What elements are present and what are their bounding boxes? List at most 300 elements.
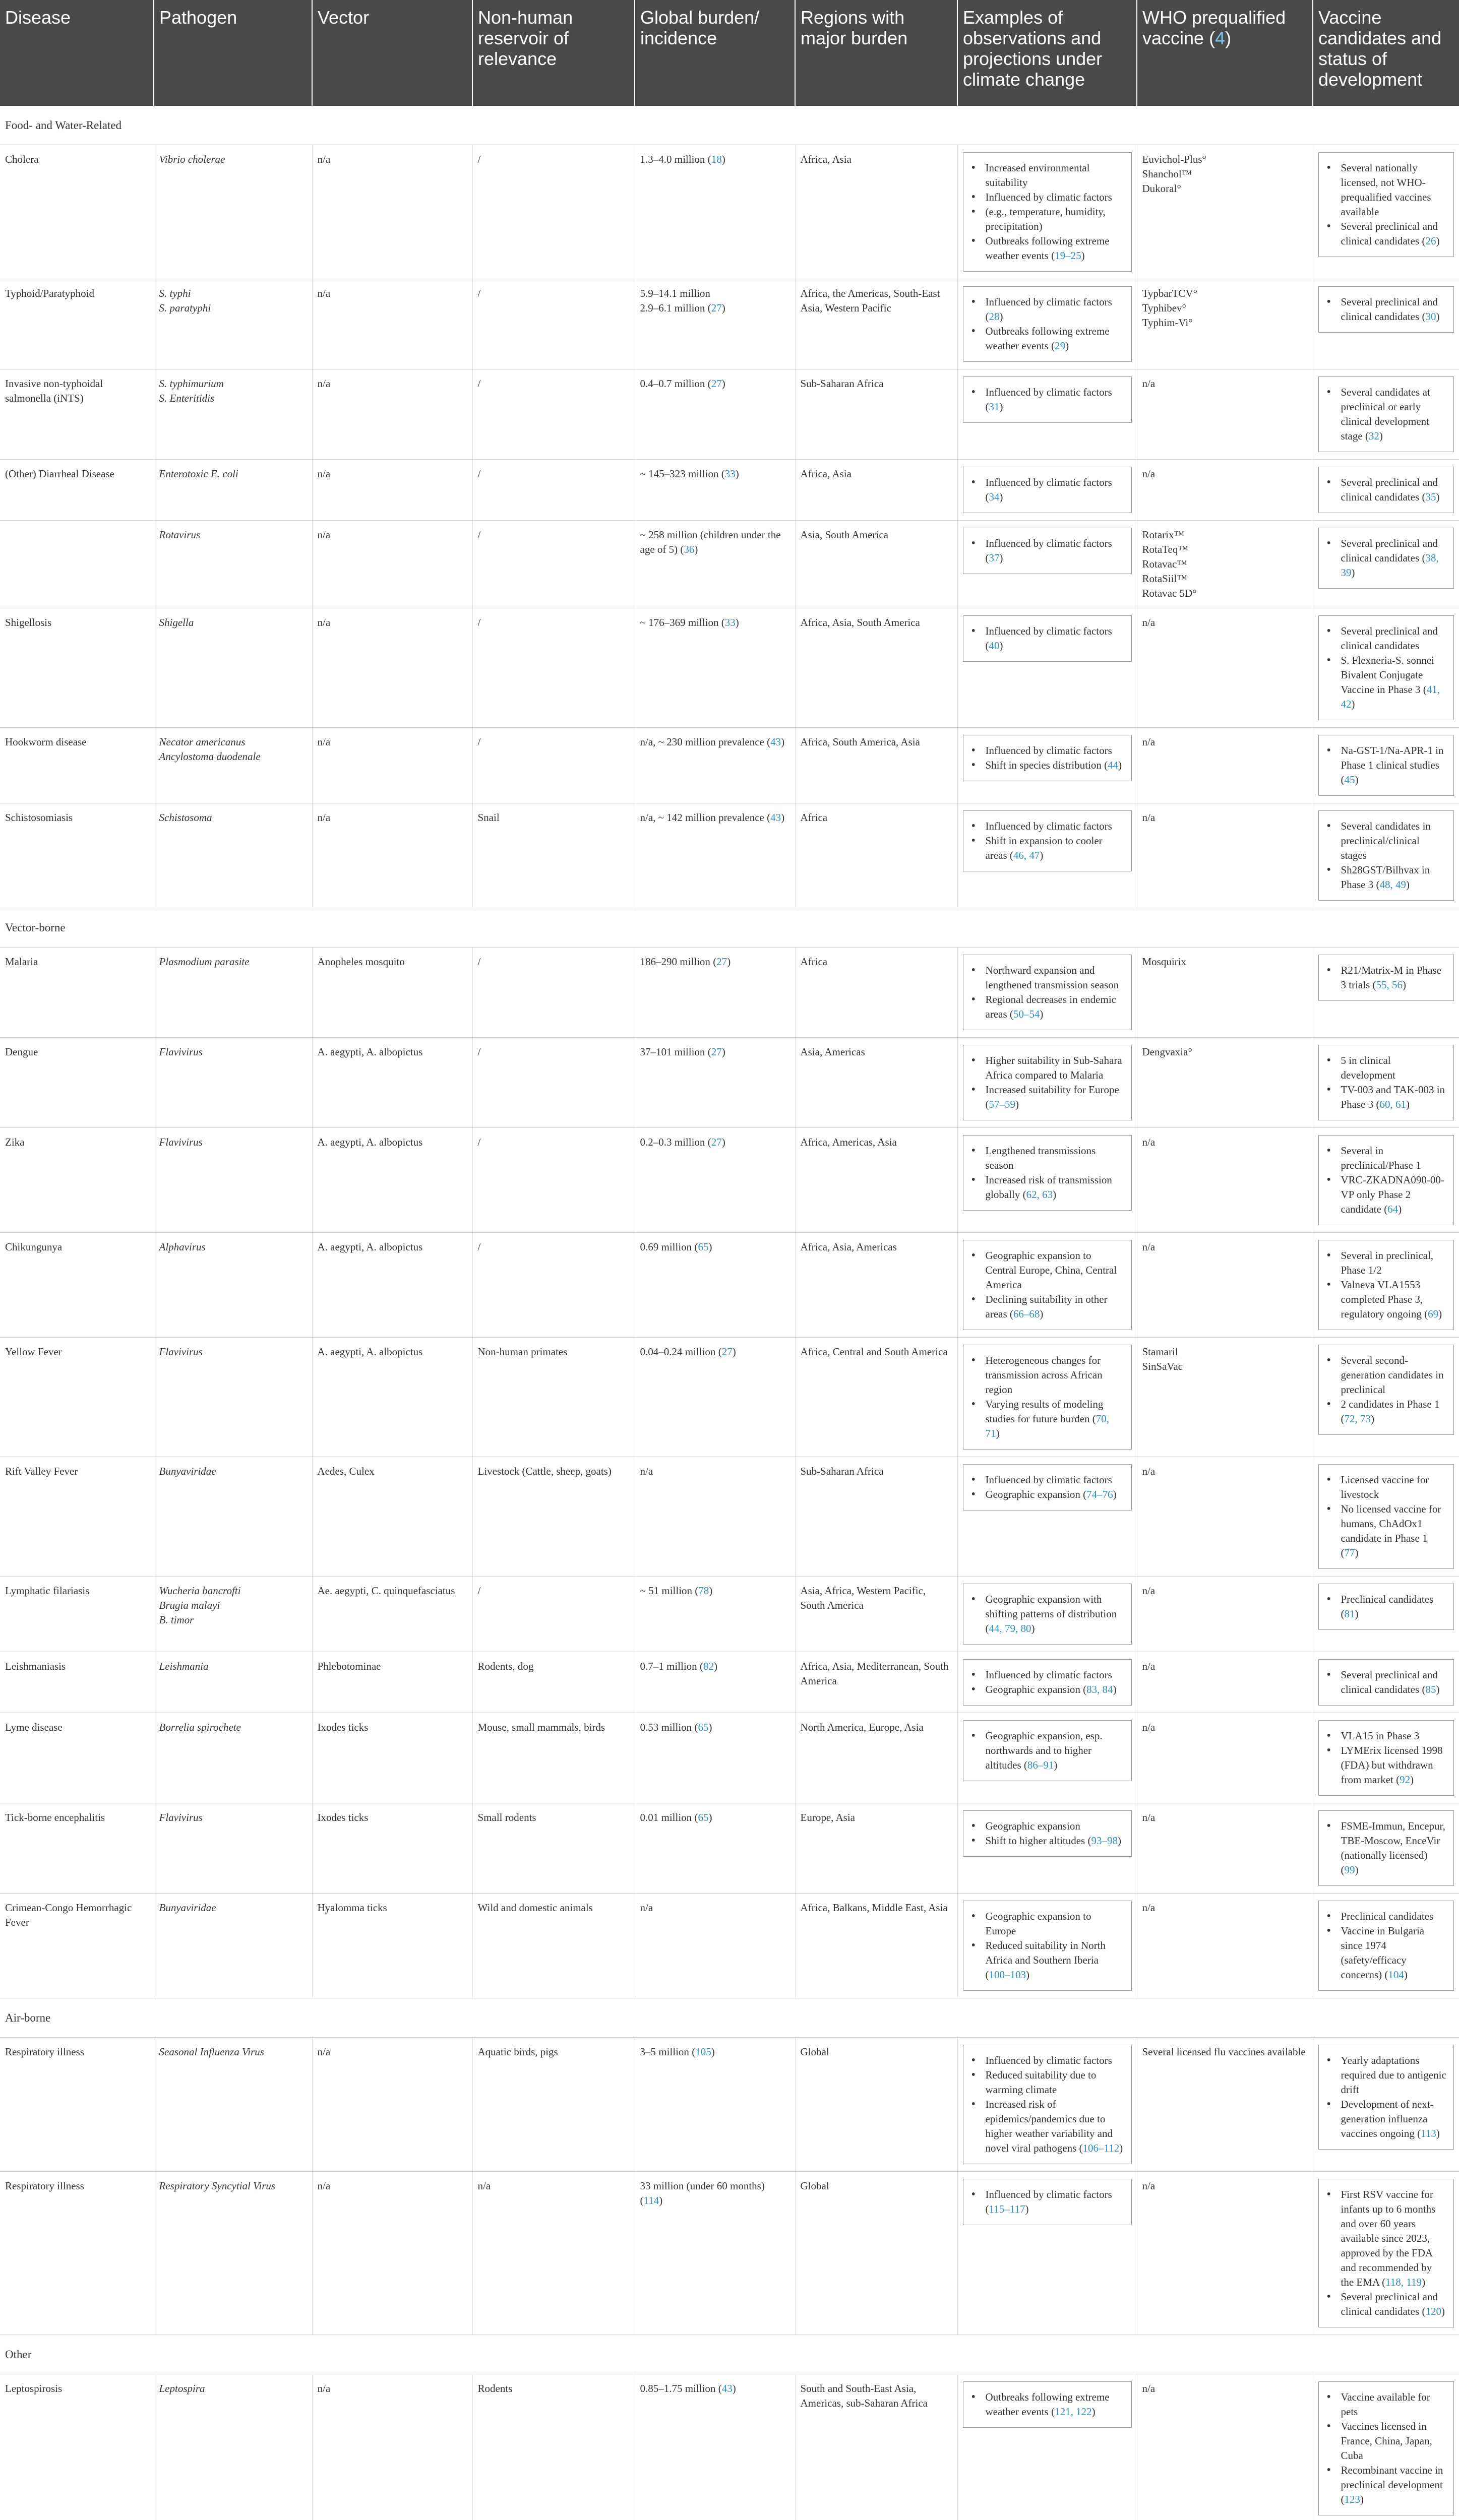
citation-reference[interactable]: 78	[698, 1585, 709, 1597]
bullet-item: • Influenced by climatic factors	[968, 819, 1124, 834]
vaccine-candidates-cell	[1313, 1713, 1459, 1803]
column-header-who: WHO prequalified vaccine (4)	[1137, 0, 1313, 106]
cell-line: n/a	[317, 2382, 331, 2395]
citation-reference[interactable]: 27	[711, 1136, 722, 1148]
bullet-box	[1318, 1045, 1454, 1120]
cell-line: n/a	[1142, 736, 1156, 748]
table-row	[0, 1338, 1459, 1457]
bullet-list	[1324, 1473, 1447, 1560]
cell-line: n/a	[317, 468, 331, 480]
vector-cell	[312, 369, 472, 460]
vaccine-candidates-cell	[1313, 1803, 1459, 1894]
citation-reference[interactable]: 32	[1368, 430, 1379, 442]
reservoir-cell	[472, 2172, 635, 2335]
citation-reference[interactable]: 55, 56	[1376, 979, 1403, 991]
bullet-item: • Several in preclinical/Phase 1	[1324, 1144, 1447, 1173]
table-row	[0, 1233, 1459, 1338]
cell-line: Seasonal Influenza Virus	[159, 2046, 264, 2058]
disease-cell	[0, 803, 154, 908]
bullet-item: • Licensed vaccine for livestock	[1324, 1473, 1447, 1502]
citation-reference[interactable]: 27	[711, 377, 722, 390]
bullet-list	[1324, 161, 1447, 248]
citation-reference[interactable]: 4	[1215, 28, 1226, 48]
cell-line: Ixodes ticks	[317, 1721, 369, 1733]
cell-line: Aedes, Culex	[317, 1465, 375, 1477]
cell-line: Mouse, small mammals, birds	[477, 1721, 605, 1733]
cell-line: 0.01 million (65)	[640, 1811, 712, 1823]
bullet-item: • Geographic expansion (83, 84)	[968, 1682, 1124, 1697]
cell-line: Anopheles mosquito	[317, 956, 405, 968]
bullet-box	[1318, 2045, 1454, 2150]
regions-cell	[795, 608, 957, 728]
citation-reference[interactable]: 31	[989, 401, 1000, 413]
cell-line: Europe, Asia	[800, 1811, 855, 1823]
vaccine-candidates-cell	[1313, 1652, 1459, 1713]
cell-line: Rodents	[477, 2382, 513, 2395]
cell-line: Rotarix™	[1142, 529, 1185, 541]
cell-line: Alphavirus	[159, 1241, 206, 1253]
cell-line: Sub-Saharan Africa	[800, 377, 884, 390]
climate-observations-cell	[957, 1457, 1137, 1577]
cell-line: /	[477, 1585, 481, 1597]
citation-reference[interactable]: 123	[1344, 2493, 1360, 2505]
bullet-list	[1324, 1053, 1447, 1112]
burden-cell	[635, 948, 795, 1038]
pathogen-cell	[154, 369, 312, 460]
bullet-item: • Several preclinical and clinical candidates (26)	[1324, 219, 1447, 248]
vector-cell	[312, 279, 472, 369]
cell-line: Shanchol™	[1142, 168, 1192, 180]
citation-reference[interactable]: 27	[711, 302, 722, 314]
bullet-list	[968, 1144, 1124, 1202]
citation-reference[interactable]: 105	[695, 2046, 711, 2058]
bullet-box	[1318, 615, 1454, 720]
bullet-list	[968, 1473, 1124, 1502]
pathogen-cell	[154, 1128, 312, 1233]
reservoir-cell	[472, 1652, 635, 1713]
regions-cell	[795, 1894, 957, 1998]
bullet-item: • Increased environmental suitability	[968, 161, 1124, 190]
cell-line: Sub-Saharan Africa	[800, 1465, 884, 1477]
cell-line: Rift Valley Fever	[5, 1465, 78, 1477]
citation-reference[interactable]: 100–103	[989, 1969, 1026, 1981]
pathogen-cell	[154, 803, 312, 908]
reservoir-cell	[472, 1338, 635, 1457]
citation-reference[interactable]: 65	[698, 1241, 709, 1253]
bullet-list	[1324, 1819, 1447, 1877]
bullet-item: • Increased risk of transmission globally (62, 63)	[968, 1173, 1124, 1202]
section-title: Air-borne	[0, 1998, 1459, 2038]
citation-reference[interactable]: 64	[1387, 1203, 1399, 1215]
vaccine-candidates-cell	[1313, 1338, 1459, 1457]
citation-reference[interactable]: 57–59	[989, 1098, 1015, 1110]
cell-line: Asia, South America	[800, 529, 888, 541]
bullet-item: • Influenced by climatic factors (115–117)	[968, 2187, 1124, 2217]
vector-cell	[312, 948, 472, 1038]
table-row	[0, 608, 1459, 728]
regions-cell	[795, 1233, 957, 1338]
bullet-item: • Influenced by climatic factors (28)	[968, 295, 1124, 324]
citation-reference[interactable]: 118, 119	[1385, 2276, 1422, 2288]
regions-cell	[795, 803, 957, 908]
citation-reference[interactable]: 66–68	[1013, 1308, 1040, 1320]
pathogen-cell	[154, 279, 312, 369]
bullet-item: • Several preclinical and clinical candidates (38, 39)	[1324, 536, 1447, 580]
citation-reference[interactable]: 27	[711, 1046, 722, 1058]
table-header	[0, 0, 1459, 106]
section-row	[0, 106, 1459, 145]
pathogen-cell	[154, 948, 312, 1038]
citation-reference[interactable]: 106–112	[1082, 2142, 1120, 2154]
citation-reference[interactable]: 77	[1344, 1547, 1355, 1559]
disease-cell	[0, 369, 154, 460]
citation-reference[interactable]: 44	[1108, 759, 1119, 771]
citation-reference[interactable]: 27	[721, 1346, 733, 1358]
cell-line: n/a	[477, 2180, 491, 2192]
citation-reference[interactable]: 33	[724, 468, 736, 480]
pathogen-cell	[154, 608, 312, 728]
column-header-pathogen: Pathogen	[154, 0, 312, 106]
citation-reference[interactable]: 40	[989, 640, 1000, 652]
section-row	[0, 1998, 1459, 2038]
table-row	[0, 2038, 1459, 2172]
citation-reference[interactable]: 41, 42	[1341, 683, 1440, 710]
citation-reference[interactable]: 120	[1425, 2305, 1441, 2317]
citation-reference[interactable]: 45	[1344, 774, 1355, 786]
citation-reference[interactable]: 18	[711, 153, 722, 165]
citation-reference[interactable]: 50–54	[1013, 1008, 1040, 1020]
cell-line: n/a	[317, 377, 331, 390]
pathogen-cell	[154, 2374, 312, 2520]
citation-reference[interactable]: 104	[1388, 1969, 1404, 1981]
cell-line: Borrelia spirochete	[159, 1721, 241, 1733]
cell-line: 2.9–6.1 million (27)	[640, 302, 725, 314]
bullet-list	[1324, 624, 1447, 712]
cell-line: A. aegypti, A. albopictus	[317, 1241, 423, 1253]
climate-observations-cell	[957, 728, 1137, 803]
cell-line: Cholera	[5, 153, 39, 165]
citation-reference[interactable]: 34	[989, 491, 1000, 503]
who-vaccine-cell	[1137, 948, 1313, 1038]
reservoir-cell	[472, 1894, 635, 1998]
bullet-item: • Sh28GST/Bilhvax in Phase 3 (48, 49)	[1324, 863, 1447, 892]
citation-reference[interactable]: 37	[989, 552, 1000, 564]
citation-reference[interactable]: 26	[1425, 235, 1436, 247]
who-vaccine-cell	[1137, 2172, 1313, 2335]
cell-line: Ixodes ticks	[317, 1811, 369, 1823]
citation-reference[interactable]: 99	[1344, 1864, 1355, 1876]
climate-observations-cell	[957, 948, 1137, 1038]
table-row	[0, 1577, 1459, 1652]
vaccine-candidates-cell	[1313, 145, 1459, 279]
vaccine-candidates-cell	[1313, 608, 1459, 728]
citation-reference[interactable]: 72, 73	[1344, 1413, 1371, 1425]
bullet-item: • Several preclinical and clinical candidates (30)	[1324, 295, 1447, 324]
section-title: Vector-borne	[0, 908, 1459, 948]
cell-line: n/a	[317, 287, 331, 299]
bullet-item: • Yearly adaptations required due to antigenic drift	[1324, 2053, 1447, 2097]
bullet-item: • FSME-Immun, Encepur, TBE-Moscow, EnceVir (nationally licensed) (99)	[1324, 1819, 1447, 1877]
cell-line: Flavivirus	[159, 1811, 203, 1823]
cell-line: /	[477, 1241, 481, 1253]
cell-line: Flavivirus	[159, 1136, 203, 1148]
table-row	[0, 279, 1459, 369]
bullet-item: • Increased risk of epidemics/pandemics due to higher weather variability and novel viral pathogens (106–112)	[968, 2097, 1124, 2156]
bullet-item: • No licensed vaccine for humans, ChAdOx1 candidate in Phase 1 (77)	[1324, 1502, 1447, 1560]
cell-line: 186–290 million (27)	[640, 956, 731, 968]
citation-reference[interactable]: 44, 79, 80	[989, 1622, 1031, 1634]
cell-line: Leishmaniasis	[5, 1660, 66, 1672]
table-row	[0, 521, 1459, 608]
bullet-box	[1318, 2179, 1454, 2327]
cell-line: n/a	[317, 736, 331, 748]
citation-reference[interactable]: 113	[1421, 2127, 1436, 2139]
citation-reference[interactable]: 114	[643, 2194, 659, 2207]
regions-cell	[795, 1803, 957, 1894]
bullet-item: • Preclinical candidates	[1324, 1909, 1447, 1924]
citation-reference[interactable]: 121, 122	[1055, 2406, 1092, 2418]
bullet-list	[968, 1909, 1124, 1982]
bullet-item: • Several nationally licensed, not WHO-prequalified vaccines available	[1324, 161, 1447, 219]
bullet-box	[963, 152, 1132, 272]
burden-cell	[635, 2172, 795, 2335]
reservoir-cell	[472, 1128, 635, 1233]
climate-observations-cell	[957, 1713, 1137, 1803]
citation-reference[interactable]: 92	[1400, 1774, 1411, 1786]
citation-reference[interactable]: 38, 39	[1341, 552, 1439, 579]
bullet-box	[963, 615, 1132, 662]
bullet-item: • Geographic expansion to Europe	[968, 1909, 1124, 1938]
burden-cell	[635, 608, 795, 728]
cell-line: Flavivirus	[159, 1046, 203, 1058]
column-header-climate: Examples of observations and projections under climate change	[957, 0, 1137, 106]
citation-reference[interactable]: 33	[724, 616, 736, 628]
bullet-item: • 5 in clinical development	[1324, 1053, 1447, 1083]
bullet-box	[963, 2179, 1132, 2225]
bullet-item: • Several preclinical and clinical candidates (85)	[1324, 1668, 1447, 1697]
cell-line: Africa, Asia	[800, 468, 852, 480]
citation-reference[interactable]: 83, 84	[1086, 1683, 1113, 1695]
citation-reference[interactable]: 65	[698, 1811, 709, 1823]
regions-cell	[795, 460, 957, 521]
regions-cell	[795, 1652, 957, 1713]
citation-reference[interactable]: 43	[721, 2382, 733, 2395]
pathogen-cell	[154, 2038, 312, 2172]
table-row	[0, 2172, 1459, 2335]
reservoir-cell	[472, 460, 635, 521]
pathogen-cell	[154, 1577, 312, 1652]
cell-line: Typhoid/Paratyphoid	[5, 287, 95, 299]
bullet-list	[1324, 743, 1447, 787]
bullet-box	[963, 735, 1132, 781]
citation-reference[interactable]: 115–117	[989, 2203, 1025, 2215]
bullet-box	[963, 1464, 1132, 1510]
table-row	[0, 1457, 1459, 1577]
cell-line: Flavivirus	[159, 1346, 203, 1358]
cell-line: /	[477, 1046, 481, 1058]
burden-cell	[635, 1803, 795, 1894]
bullet-list	[968, 1248, 1124, 1321]
bullet-list	[1324, 536, 1447, 580]
cell-line: n/a	[1142, 1241, 1156, 1253]
cell-line: /	[477, 956, 481, 968]
climate-observations-cell	[957, 1038, 1137, 1128]
bullet-item: • Shift in species distribution (44)	[968, 758, 1124, 773]
cell-line: Small rodents	[477, 1811, 536, 1823]
who-vaccine-cell	[1137, 2038, 1313, 2172]
cell-line: Shigella	[159, 616, 194, 628]
vaccine-candidates-cell	[1313, 948, 1459, 1038]
citation-reference[interactable]: 19–25	[1055, 249, 1081, 262]
section-title: Food- and Water-Related	[0, 106, 1459, 145]
cell-line: n/a	[317, 2046, 331, 2058]
disease-cell	[0, 728, 154, 803]
bullet-list	[1324, 1353, 1447, 1426]
citation-reference[interactable]: 46, 47	[1013, 849, 1040, 861]
who-vaccine-cell	[1137, 1652, 1313, 1713]
cell-line: n/a	[317, 2180, 331, 2192]
cell-line: Asia, Americas	[800, 1046, 865, 1058]
citation-reference[interactable]: 69	[1428, 1308, 1439, 1320]
cell-line: Dukoral°	[1142, 182, 1181, 195]
cell-line: S. Enteritidis	[159, 392, 215, 404]
bullet-item: • Higher suitability in Sub-Sahara Africa compared to Malaria	[968, 1053, 1124, 1083]
citation-reference[interactable]: 74–76	[1086, 1488, 1113, 1500]
cell-line: 0.04–0.24 million (27)	[640, 1346, 736, 1358]
citation-reference[interactable]: 35	[1425, 491, 1436, 503]
cell-line: n/a	[317, 811, 331, 824]
cell-line: S. typhi	[159, 287, 191, 299]
who-vaccine-cell	[1137, 1338, 1313, 1457]
cell-line: Euvichol-Plus°	[1142, 153, 1206, 165]
regions-cell	[795, 1713, 957, 1803]
cell-line: /	[477, 377, 481, 390]
burden-cell	[635, 145, 795, 279]
citation-reference[interactable]: 85	[1425, 1683, 1436, 1695]
bullet-item: • Na-GST-1/Na-APR-1 in Phase 1 clinical studies (45)	[1324, 743, 1447, 787]
bullet-item: • Vaccine in Bulgaria since 1974 (safety/efficacy concerns) (104)	[1324, 1924, 1447, 1982]
citation-reference[interactable]: 29	[1055, 340, 1066, 352]
bullet-list	[1324, 1729, 1447, 1787]
bullet-item: • Northward expansion and lengthened transmission season	[968, 963, 1124, 992]
climate-observations-cell	[957, 608, 1137, 728]
citation-reference[interactable]: 70, 71	[985, 1413, 1110, 1439]
bullet-list	[968, 475, 1124, 505]
climate-observations-cell	[957, 521, 1137, 608]
citation-reference[interactable]: 27	[716, 956, 727, 968]
bullet-item: • First RSV vaccine for infants up to 6 months and over 60 years available since 2023, approved by the FDA and recommended by the EMA (118, 119)	[1324, 2187, 1447, 2290]
bullet-box	[963, 2381, 1132, 2428]
cell-line: Enterotoxic E. coli	[159, 468, 238, 480]
cell-line: Africa, Balkans, Middle East, Asia	[800, 1902, 948, 1914]
cell-line: /	[477, 287, 481, 299]
reservoir-cell	[472, 728, 635, 803]
bullet-box	[1318, 528, 1454, 589]
disease-cell	[0, 145, 154, 279]
citation-reference[interactable]: 43	[770, 736, 781, 748]
bullet-item: • Several preclinical and clinical candidates (35)	[1324, 475, 1447, 505]
cell-line: Hookworm disease	[5, 736, 87, 748]
reservoir-cell	[472, 1038, 635, 1128]
table-row	[0, 145, 1459, 279]
reservoir-cell	[472, 1577, 635, 1652]
cell-line: Necator americanus	[159, 736, 246, 748]
cell-line: Dengue	[5, 1046, 38, 1058]
disease-cell	[0, 1233, 154, 1338]
regions-cell	[795, 2038, 957, 2172]
bullet-box	[963, 1810, 1132, 1857]
bullet-item: • Outbreaks following extreme weather events (19–25)	[968, 234, 1124, 263]
burden-cell	[635, 1233, 795, 1338]
bullet-list	[968, 385, 1124, 414]
vaccine-candidates-cell	[1313, 521, 1459, 608]
citation-reference[interactable]: 30	[1425, 310, 1436, 323]
table-row	[0, 1128, 1459, 1233]
regions-cell	[795, 521, 957, 608]
citation-reference[interactable]: 28	[989, 310, 1000, 323]
cell-line: n/a	[317, 529, 331, 541]
reservoir-cell	[472, 1233, 635, 1338]
citation-reference[interactable]: 93–98	[1091, 1835, 1118, 1847]
vector-cell	[312, 2038, 472, 2172]
cell-line: Snail	[477, 811, 500, 824]
bullet-item: • Geographic expansion (74–76)	[968, 1487, 1124, 1502]
bullet-list	[968, 1592, 1124, 1636]
cell-line: Schistosoma	[159, 811, 212, 824]
cell-line: Global	[800, 2180, 829, 2192]
cell-line: Respiratory illness	[5, 2180, 84, 2192]
cell-line: 0.85–1.75 million (43)	[640, 2382, 736, 2395]
reservoir-cell	[472, 1713, 635, 1803]
bullet-list	[1324, 963, 1447, 992]
climate-observations-cell	[957, 1233, 1137, 1338]
bullet-item: • Valneva VLA1553 completed Phase 3, regulatory ongoing (69)	[1324, 1278, 1447, 1321]
cell-line: Stamaril	[1142, 1346, 1178, 1358]
cell-line: Respiratory Syncytial Virus	[159, 2180, 276, 2192]
bullet-box	[963, 1240, 1132, 1330]
table-row	[0, 1038, 1459, 1128]
citation-reference[interactable]: 81	[1344, 1608, 1355, 1620]
climate-observations-cell	[957, 1894, 1137, 1998]
bullet-box	[963, 376, 1132, 423]
bullet-list	[968, 2187, 1124, 2217]
citation-reference[interactable]: 62, 63	[1026, 1188, 1053, 1201]
vector-cell	[312, 803, 472, 908]
bullet-list	[968, 1668, 1124, 1697]
citation-reference[interactable]: 65	[698, 1721, 709, 1733]
table-row	[0, 460, 1459, 521]
cell-line: n/a	[1142, 377, 1156, 390]
bullet-item: • Geographic expansion to Central Europe, China, Central America	[968, 1248, 1124, 1292]
bullet-box	[1318, 152, 1454, 257]
who-vaccine-cell	[1137, 1713, 1313, 1803]
burden-cell	[635, 460, 795, 521]
disease-cell	[0, 279, 154, 369]
vector-cell	[312, 1652, 472, 1713]
citation-reference[interactable]: 82	[703, 1660, 714, 1672]
citation-reference[interactable]: 60, 61	[1379, 1098, 1406, 1110]
citation-reference[interactable]: 86–91	[1027, 1759, 1054, 1771]
cell-line: 5.9–14.1 million	[640, 287, 710, 299]
vaccine-candidates-cell	[1313, 803, 1459, 908]
citation-reference[interactable]: 43	[770, 811, 781, 824]
regions-cell	[795, 948, 957, 1038]
citation-reference[interactable]: 36	[684, 543, 695, 555]
citation-reference[interactable]: 48, 49	[1379, 878, 1406, 891]
burden-cell	[635, 1457, 795, 1577]
cell-line: Leishmania	[159, 1660, 209, 1672]
pathogen-cell	[154, 521, 312, 608]
